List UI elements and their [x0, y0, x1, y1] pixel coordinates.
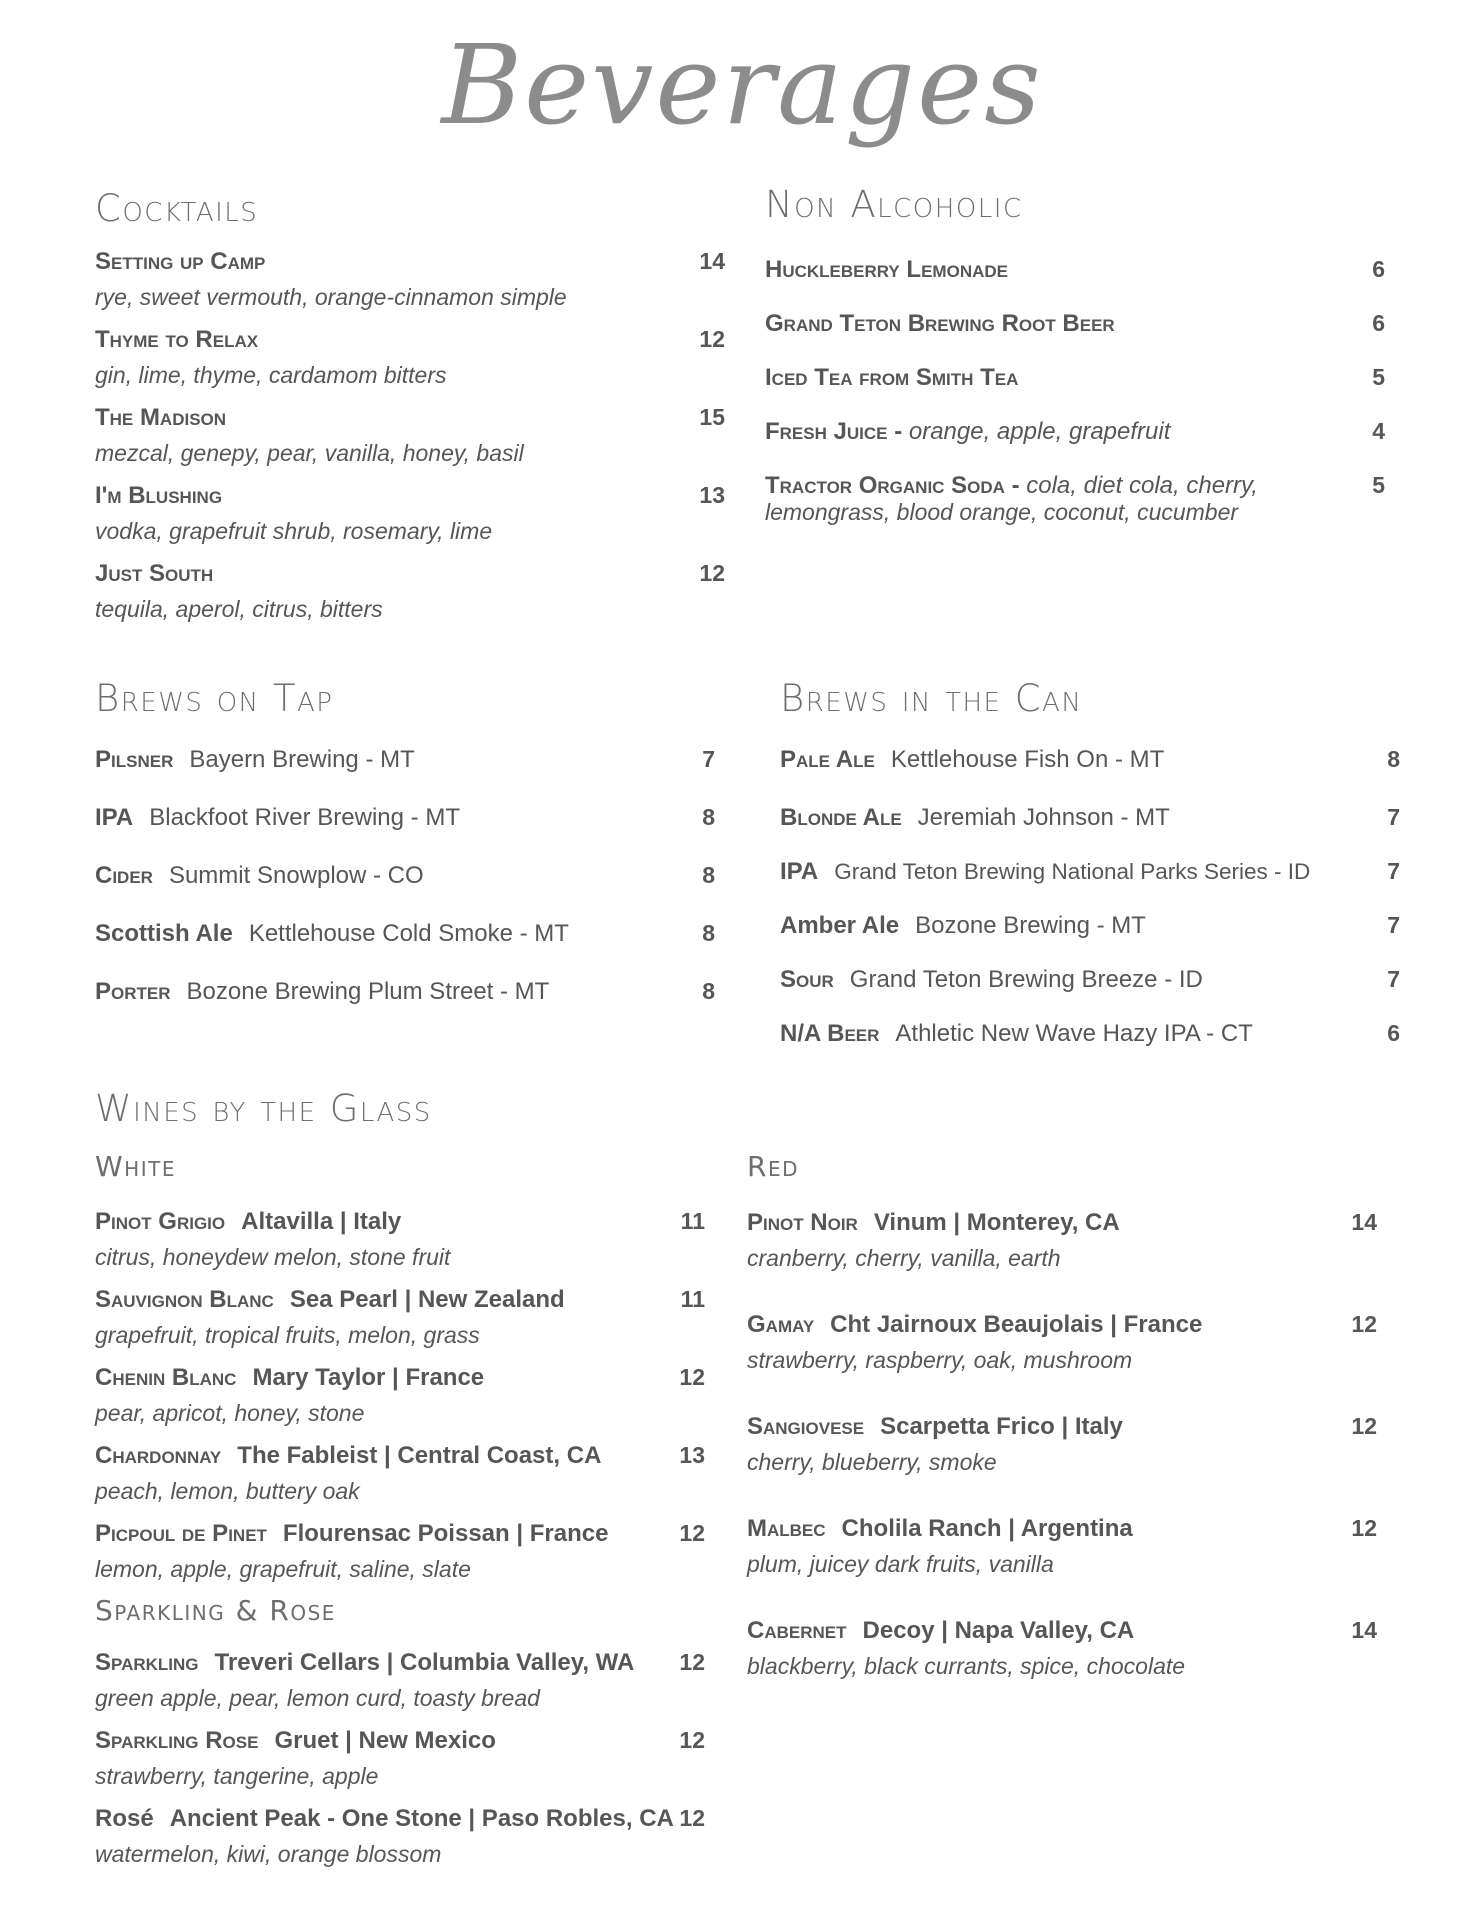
item-name [95, 1729, 496, 1753]
item-price: 12 [679, 1520, 705, 1546]
brewery: Bozone Brewing Plum Street - MT [186, 978, 550, 1005]
beer-style: Pale Ale [780, 746, 875, 773]
item-price: 12 [1351, 1413, 1377, 1439]
item-description: pear, apricot, honey, stone [95, 1400, 365, 1426]
item-name [780, 968, 1203, 992]
brewery: Grand Teton Brewing National Parks Series - ID [834, 859, 1311, 884]
item-price: 12 [679, 1805, 705, 1831]
beer-style: Sour [780, 966, 834, 993]
beer-style: N/A Beer [780, 1020, 880, 1047]
item-name [95, 1651, 634, 1675]
wine-varietal: Chardonnay [95, 1442, 222, 1469]
item-description: green apple, pear, lemon curd, toasty bread [95, 1685, 540, 1711]
item-detail-continued: lemongrass, blood orange, coconut, cucumber [765, 499, 1239, 525]
wine-producer: The Fableist | Central Coast, CA [237, 1442, 602, 1469]
item-price: 8 [702, 978, 715, 1004]
wine-producer: Mary Taylor | France [252, 1364, 485, 1391]
item-price: 14 [1351, 1209, 1377, 1235]
item-name [95, 806, 460, 830]
item-description: tequila, aperol, citrus, bitters [95, 596, 383, 622]
item-description: watermelon, kiwi, orange blossom [95, 1841, 442, 1867]
item-price: 6 [1372, 256, 1385, 282]
item-name [747, 1415, 1123, 1439]
item-name [765, 474, 1258, 524]
beer-style: Pilsner [95, 746, 174, 773]
wine-varietal: Picpoul de Pinet [95, 1520, 267, 1547]
wine-producer: Scarpetta Frico | Italy [880, 1413, 1123, 1440]
item-description: strawberry, raspberry, oak, mushroom [747, 1347, 1133, 1373]
wine-producer: Ancient Peak - One Stone | Paso Robles, CA [169, 1805, 674, 1832]
item-detail: cola, diet cola, cherry, [1026, 472, 1258, 499]
wine-varietal: Malbec [747, 1515, 826, 1542]
cocktails-heading: Cocktails [95, 187, 259, 230]
wines-heading: Wines by the Glass [95, 1087, 432, 1130]
item-name [780, 1022, 1253, 1046]
item-price: 12 [699, 326, 725, 352]
wine-producer: Treveri Cellars | Columbia Valley, WA [214, 1649, 635, 1676]
wine-producer: Sea Pearl | New Zealand [289, 1286, 565, 1313]
item-price: 12 [679, 1727, 705, 1753]
item-name: Iced Tea from Smith Tea [765, 364, 1019, 391]
item-name: Just South [95, 560, 214, 587]
item-name [780, 860, 1310, 884]
item-name [747, 1619, 1134, 1643]
separator: - [1004, 472, 1027, 499]
can-heading: Brews in the Can [780, 677, 1083, 720]
wine-producer: Altavilla | Italy [241, 1208, 402, 1235]
item-price: 7 [1387, 858, 1400, 884]
wine-varietal: Sparkling [95, 1649, 199, 1676]
item-name [95, 748, 415, 772]
item-price: 7 [1387, 804, 1400, 830]
item-description: citrus, honeydew melon, stone fruit [95, 1244, 451, 1270]
separator: - [887, 418, 909, 445]
item-price: 13 [679, 1442, 705, 1468]
wine-producer: Gruet | New Mexico [274, 1727, 496, 1754]
item-price: 11 [680, 1286, 705, 1312]
brewery: Jeremiah Johnson - MT [917, 804, 1170, 831]
item-price: 12 [699, 560, 725, 586]
beer-style: Blonde Ale [780, 804, 902, 831]
item-price: 12 [1351, 1515, 1377, 1541]
wine-varietal: Cabernet [747, 1617, 847, 1644]
item-name [95, 1807, 674, 1831]
item-name [95, 980, 549, 1004]
item-price: 6 [1387, 1020, 1400, 1046]
beer-style: Porter [95, 978, 171, 1005]
item-description: grapefruit, tropical fruits, melon, grass [95, 1322, 480, 1348]
item-name [780, 748, 1164, 772]
wine-producer: Cholila Ranch | Argentina [841, 1515, 1133, 1542]
tap-heading: Brews on Tap [95, 677, 334, 720]
item-description: gin, lime, thyme, cardamom bitters [95, 362, 447, 388]
wine-varietal: Chenin Blanc [95, 1364, 237, 1391]
brewery: Bayern Brewing - MT [189, 746, 415, 773]
page-title: Beverages [441, 21, 1043, 149]
item-price: 4 [1372, 418, 1385, 444]
item-price: 14 [1351, 1617, 1377, 1643]
item-description: cherry, blueberry, smoke [747, 1449, 997, 1475]
brewery: Kettlehouse Fish On - MT [890, 746, 1165, 773]
brewery: Athletic New Wave Hazy IPA - CT [895, 1020, 1253, 1047]
item-price: 8 [702, 862, 715, 888]
brewery: Blackfoot River Brewing - MT [149, 804, 460, 831]
item-name [747, 1211, 1120, 1235]
brewery: Summit Snowplow - CO [168, 862, 424, 889]
item-name: Huckleberry Lemonade [765, 256, 1008, 283]
item-price: 12 [1351, 1311, 1377, 1337]
item-description: strawberry, tangerine, apple [95, 1763, 379, 1789]
item-price: 6 [1372, 310, 1385, 336]
beer-style: Cider [95, 862, 153, 889]
beer-style: Scottish Ale [95, 920, 233, 947]
item-name: Thyme to Relax [95, 326, 259, 353]
item-price: 8 [702, 920, 715, 946]
item-name [747, 1313, 1202, 1337]
item-name [95, 1210, 401, 1234]
wine-varietal: Sangiovese [747, 1413, 865, 1440]
wine-varietal: Pinot Grigio [95, 1208, 226, 1235]
item-description: peach, lemon, buttery oak [95, 1478, 360, 1504]
wine-producer: Cht Jairnoux Beaujolais | France [830, 1311, 1203, 1338]
white-heading: White [95, 1150, 176, 1183]
item-name: Grand Teton Brewing Root Beer [765, 310, 1115, 337]
item-name [95, 864, 424, 888]
item-price: 12 [679, 1649, 705, 1675]
item-price: 7 [702, 746, 715, 772]
item-name [780, 914, 1146, 938]
item-price: 8 [1387, 746, 1400, 772]
item-description: blackberry, black currants, spice, chocolate [747, 1653, 1186, 1679]
item-name [95, 1366, 484, 1390]
beer-style: IPA [95, 804, 134, 831]
wine-varietal: Sauvignon Blanc [95, 1286, 274, 1313]
item-price: 8 [702, 804, 715, 830]
item-description: plum, juicey dark fruits, vanilla [747, 1551, 1054, 1577]
sparkling-heading: Sparkling & Rose [95, 1594, 336, 1627]
wine-producer: Flourensac Poissan | France [282, 1520, 609, 1547]
item-description: cranberry, cherry, vanilla, earth [747, 1245, 1061, 1271]
item-name [765, 420, 1170, 444]
item-description: mezcal, genepy, pear, vanilla, honey, basil [95, 440, 524, 466]
item-name [95, 1522, 608, 1546]
item-price: 5 [1372, 472, 1385, 498]
wine-producer: Decoy | Napa Valley, CA [862, 1617, 1135, 1644]
item-price: 11 [680, 1208, 705, 1234]
red-heading: Red [747, 1150, 799, 1183]
brewery: Kettlehouse Cold Smoke - MT [248, 920, 569, 947]
brewery: Bozone Brewing - MT [915, 912, 1146, 939]
item-price: 13 [699, 482, 725, 508]
beer-style: IPA [780, 858, 819, 885]
item-price: 7 [1387, 912, 1400, 938]
item-description: vodka, grapefruit shrub, rosemary, lime [95, 518, 493, 544]
item-name [780, 806, 1170, 830]
non-alcoholic-heading: Non Alcoholic [765, 183, 1023, 226]
wine-varietal: Sparkling Rose [95, 1727, 259, 1754]
item-name-text: Fresh Juice [765, 418, 888, 445]
item-name: I'm Blushing [95, 482, 223, 509]
item-detail: orange, apple, grapefruit [908, 418, 1171, 445]
item-price: 7 [1387, 966, 1400, 992]
item-price: 15 [699, 404, 725, 430]
item-name: The Madison [95, 404, 227, 431]
item-name [747, 1517, 1133, 1541]
item-description: rye, sweet vermouth, orange-cinnamon simple [95, 284, 567, 310]
item-name [95, 1288, 565, 1312]
item-name [95, 1444, 601, 1468]
item-price: 14 [699, 248, 725, 274]
item-description: lemon, apple, grapefruit, saline, slate [95, 1556, 471, 1582]
item-name: Setting up Camp [95, 248, 266, 275]
wine-varietal: Gamay [747, 1311, 815, 1338]
wine-varietal: Pinot Noir [747, 1209, 858, 1236]
item-price: 12 [679, 1364, 705, 1390]
brewery: Grand Teton Brewing Breeze - ID [849, 966, 1203, 993]
wine-producer: Vinum | Monterey, CA [873, 1209, 1120, 1236]
beer-style: Amber Ale [780, 912, 900, 939]
item-name [95, 922, 569, 946]
wine-varietal: Rosé [95, 1805, 154, 1832]
item-price: 5 [1372, 364, 1385, 390]
item-name-text: Tractor Organic Soda [765, 472, 1005, 499]
